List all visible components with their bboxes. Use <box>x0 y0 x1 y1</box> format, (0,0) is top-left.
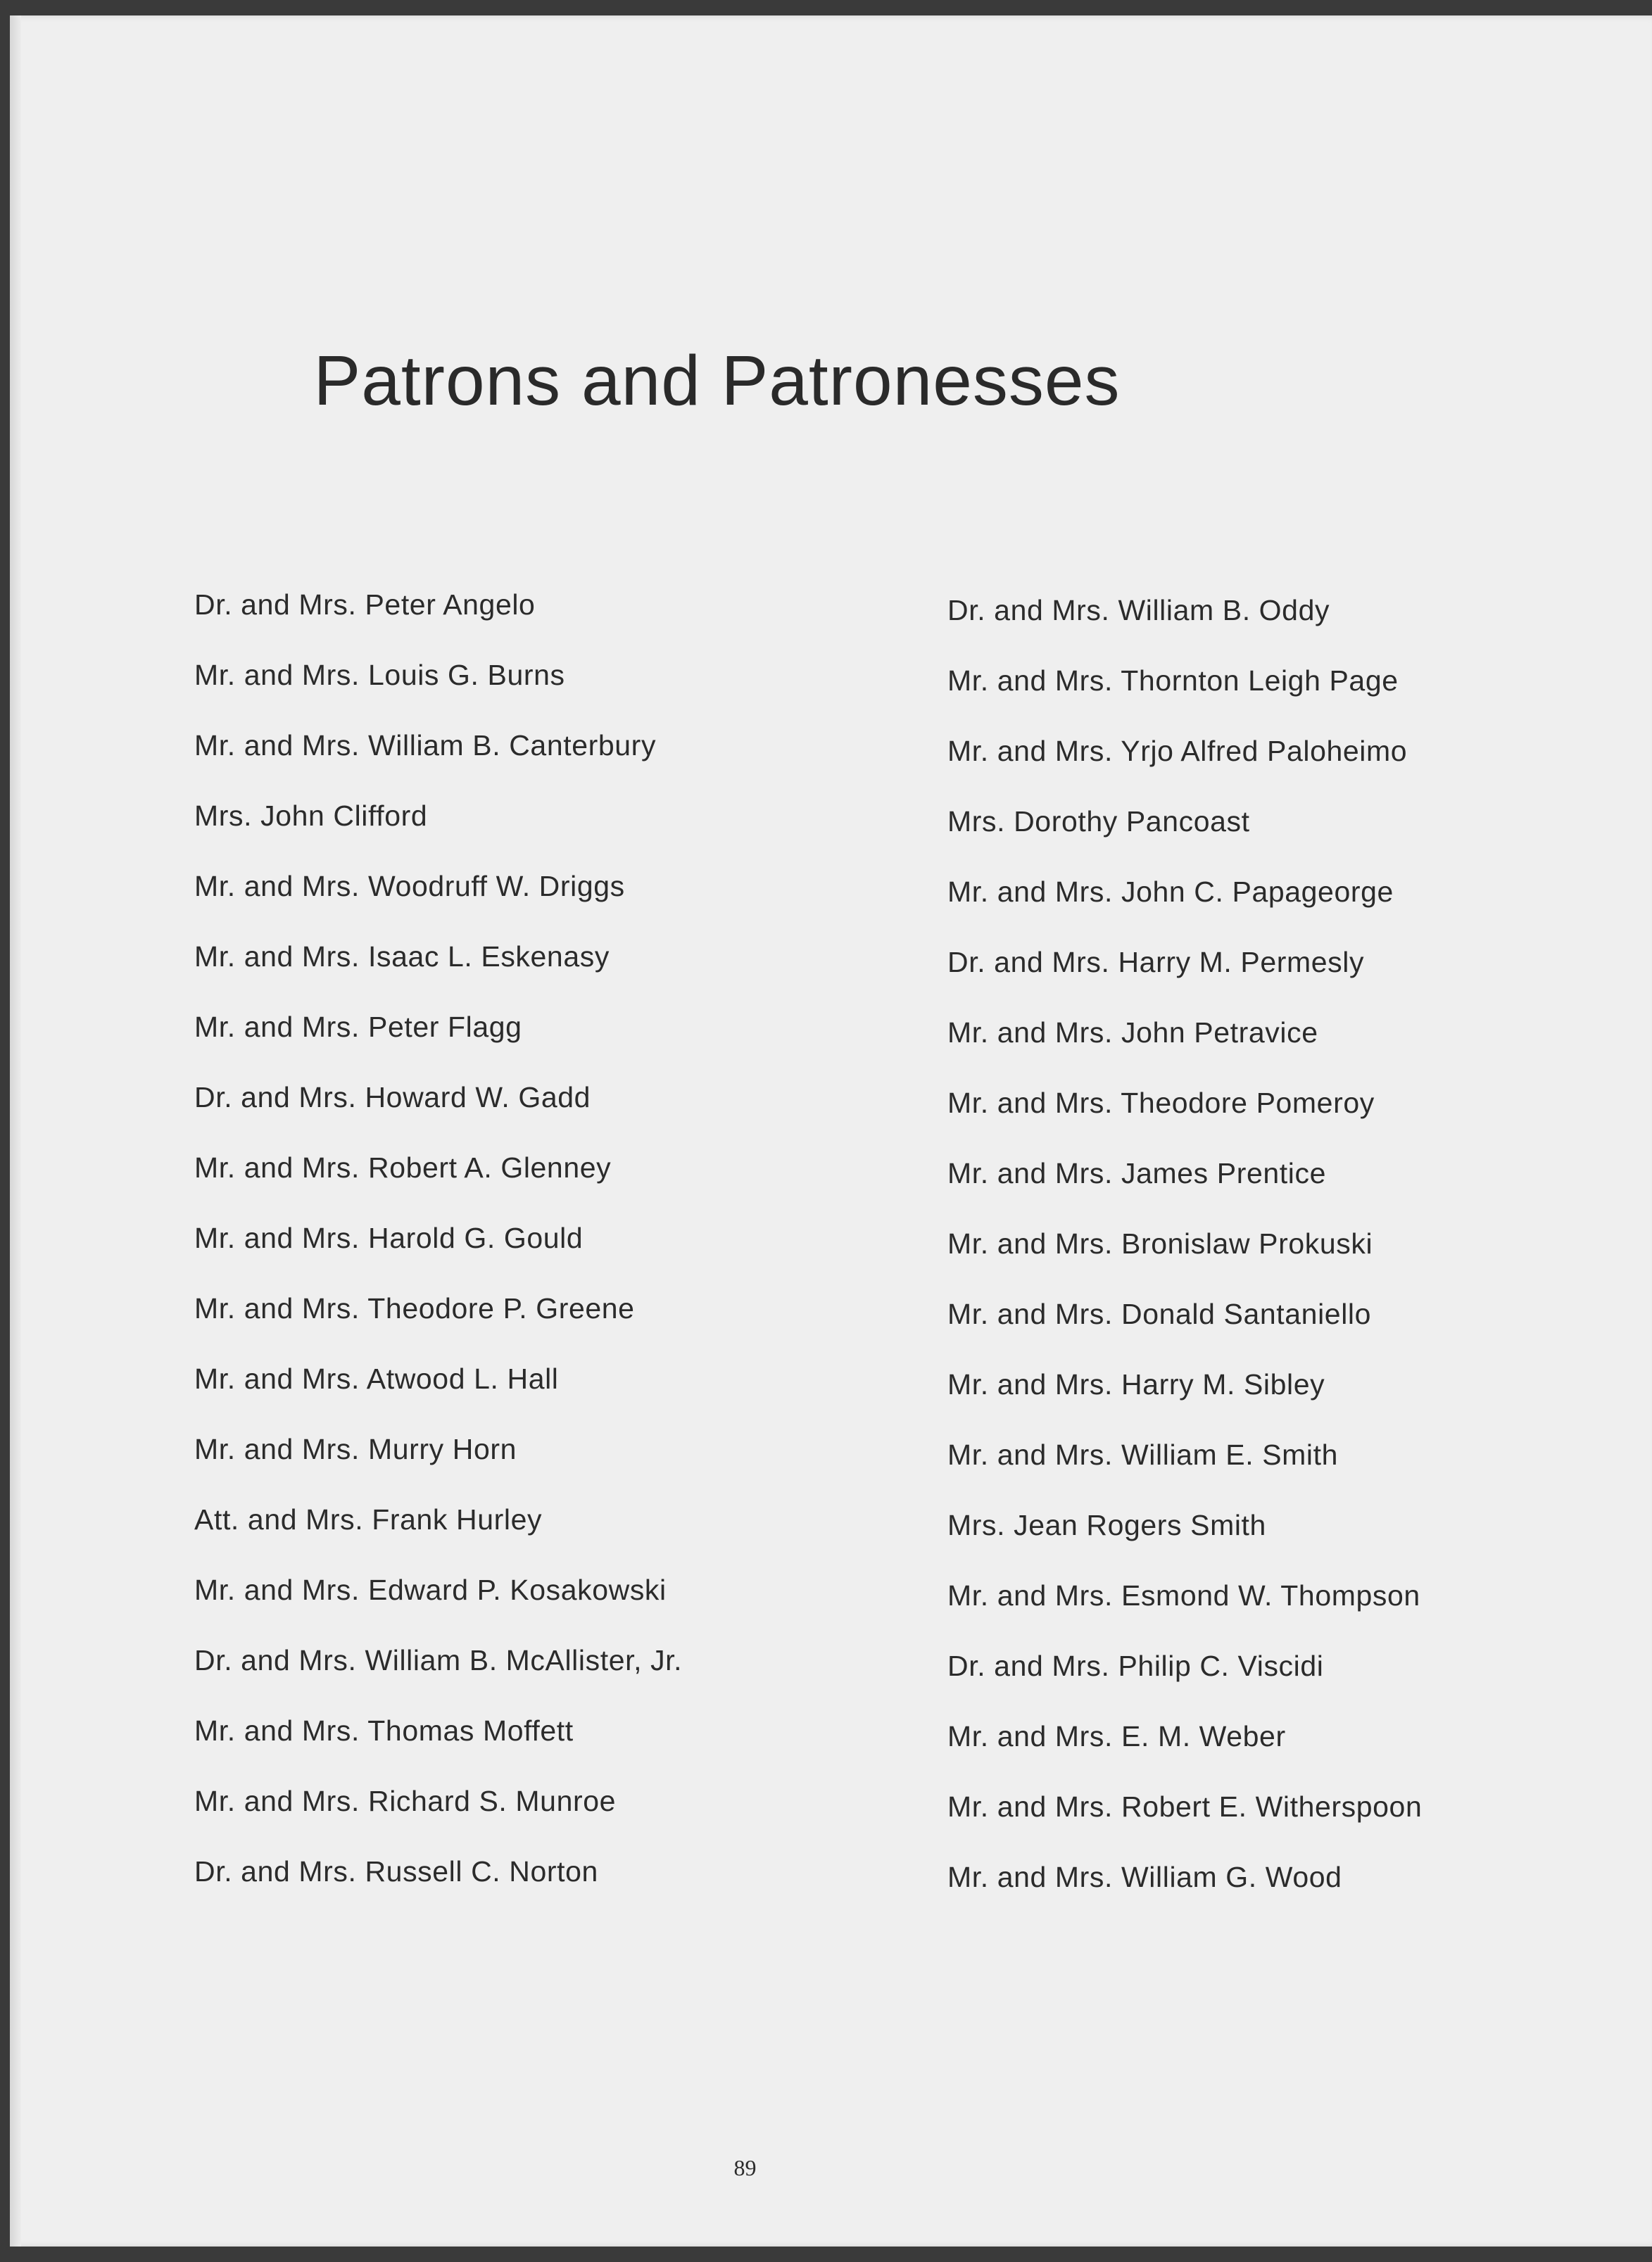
patron-entry: Dr. and Mrs. Harry M. Permesly <box>947 946 1365 978</box>
patron-entry: Mr. and Mrs. William G. Wood <box>947 1861 1342 1893</box>
patron-entry: Dr. and Mrs. William B. McAllister, Jr. <box>194 1644 683 1676</box>
patron-entry: Mr. and Mrs. Louis G. Burns <box>194 659 565 691</box>
patron-entry: Mr. and Mrs. John Petravice <box>947 1016 1318 1049</box>
patron-entry: Mr. and Mrs. William B. Canterbury <box>194 729 657 762</box>
page-title: Patrons and Patronesses <box>313 341 1121 420</box>
patron-entry: Mr. and Mrs. Harold G. Gould <box>194 1222 584 1254</box>
patron-entry: Mr. and Mrs. Robert E. Witherspoon <box>947 1790 1423 1823</box>
patron-entry: Mr. and Mrs. Harry M. Sibley <box>947 1368 1325 1401</box>
patron-entry: Att. and Mrs. Frank Hurley <box>194 1503 543 1536</box>
patron-entry: Mr. and Mrs. Edward P. Kosakowski <box>194 1574 667 1606</box>
patron-entry: Mr. and Mrs. James Prentice <box>947 1157 1326 1189</box>
patron-entry: Mr. and Mrs. Peter Flagg <box>194 1011 522 1043</box>
patron-entry: Mr. and Mrs. Esmond W. Thompson <box>947 1579 1420 1612</box>
patron-entry: Mr. and Mrs. Thornton Leigh Page <box>947 664 1399 697</box>
patron-entry: Mr. and Mrs. John C. Papageorge <box>947 876 1394 908</box>
patron-entry: Mr. and Mrs. Thomas Moffett <box>194 1714 574 1747</box>
patron-entry: Mrs. Dorothy Pancoast <box>947 805 1250 838</box>
patron-entry: Mrs. John Clifford <box>194 800 428 832</box>
patron-entry: Mr. and Mrs. Atwood L. Hall <box>194 1363 559 1395</box>
patron-entry: Dr. and Mrs. Philip C. Viscidi <box>947 1650 1324 1682</box>
page-binding-edge <box>10 15 21 2247</box>
patron-entry: Mr. and Mrs. William E. Smith <box>947 1439 1339 1471</box>
patron-entry: Dr. and Mrs. Russell C. Norton <box>194 1855 598 1888</box>
patron-entry: Mr. and Mrs. Theodore Pomeroy <box>947 1087 1375 1119</box>
patron-entry: Mr. and Mrs. Donald Santaniello <box>947 1298 1372 1330</box>
patron-entry: Mr. and Mrs. Bronislaw Prokuski <box>947 1227 1373 1260</box>
patron-entry: Mr. and Mrs. Richard S. Munroe <box>194 1785 617 1817</box>
patrons-list-right <box>947 593 1422 1930</box>
patron-entry: Mr. and Mrs. E. M. Weber <box>947 1720 1286 1752</box>
patron-entry: Mr. and Mrs. Woodruff W. Driggs <box>194 870 625 902</box>
document-page <box>10 15 1652 2247</box>
patron-entry: Mr. and Mrs. Yrjo Alfred Paloheimo <box>947 735 1408 767</box>
patron-entry: Dr. and Mrs. Howard W. Gadd <box>194 1081 591 1113</box>
patron-entry: Dr. and Mrs. William B. Oddy <box>947 594 1330 626</box>
page-number: 89 <box>733 2155 757 2180</box>
patron-entry: Mr. and Mrs. Theodore P. Greene <box>194 1292 635 1325</box>
patron-entry: Mr. and Mrs. Isaac L. Eskenasy <box>194 940 610 973</box>
patrons-list-left <box>194 587 682 1924</box>
patron-entry: Mr. and Mrs. Murry Horn <box>194 1433 517 1465</box>
patron-entry: Mr. and Mrs. Robert A. Glenney <box>194 1151 612 1184</box>
patron-entry: Dr. and Mrs. Peter Angelo <box>194 588 536 621</box>
patron-entry: Mrs. Jean Rogers Smith <box>947 1509 1266 1541</box>
